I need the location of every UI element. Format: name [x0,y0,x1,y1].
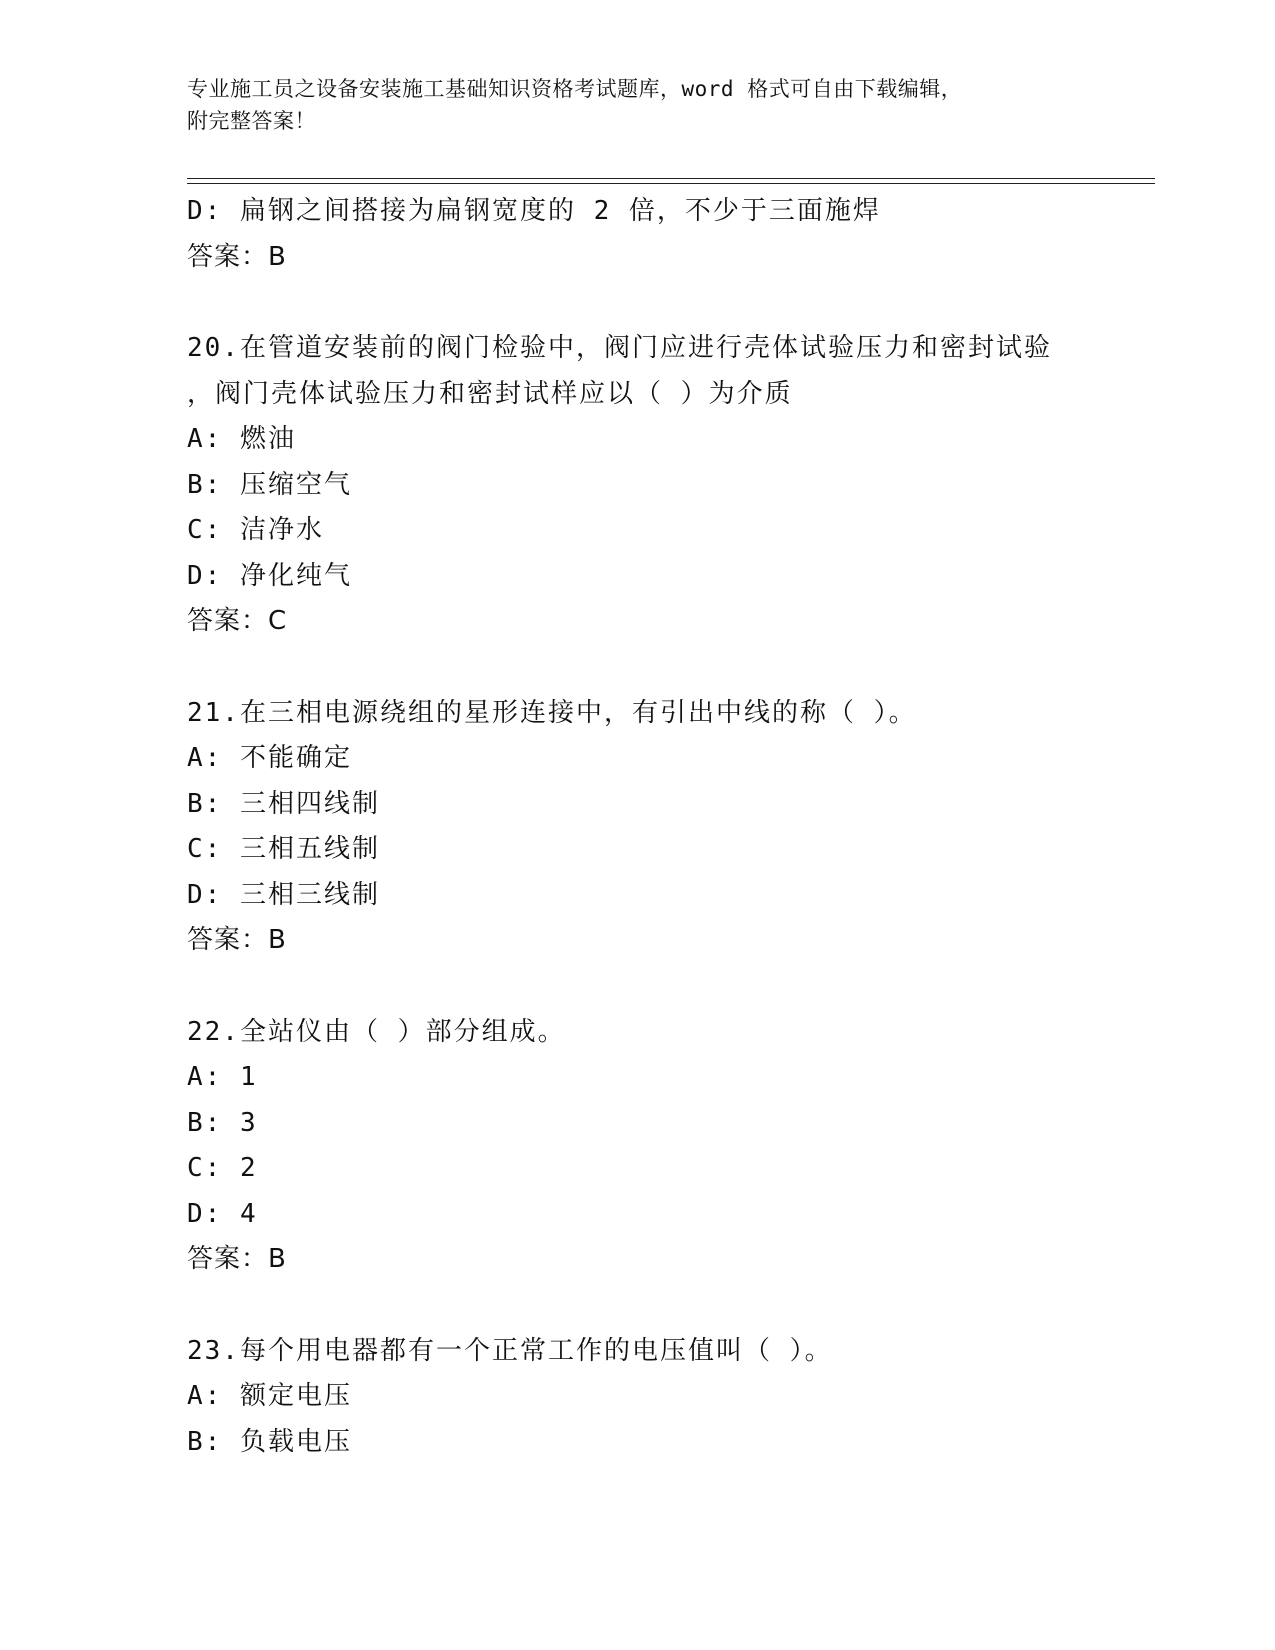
page-header [187,73,1087,137]
question-22 [187,1010,1155,1283]
answer-line: 答案：B [187,925,287,955]
question-stem: 23.每个用电器都有一个正常工作的电压值叫（ ）。 [187,1335,833,1366]
option-a: A: 额定电压 [187,1381,352,1411]
header-line-2: 附完整答案！ [187,109,316,133]
option-d: D: 4 [187,1198,258,1229]
option-b: B: 压缩空气 [187,469,352,500]
question-20 [187,326,1155,645]
header-line-1: 专业施工员之设备安装施工基础知识资格考试题库，word 格式可自由下载编辑， [187,77,963,101]
option-c: C: 2 [187,1153,258,1183]
option-b: B: 3 [187,1107,258,1138]
answer-line: 答案：C [187,606,288,636]
answer-line: 答案：B [187,241,287,272]
option-d: D: 净化纯气 [187,560,352,591]
option-a: A: 不能确定 [187,743,352,773]
question-stem: 21.在三相电源绕组的星形连接中，有引出中线的称（ ）。 [187,697,917,728]
question-content [187,189,1155,1465]
option-a: A: 1 [187,1062,258,1092]
question-21 [187,691,1155,964]
question-23 [187,1329,1155,1466]
option-b: B: 三相四线制 [187,788,380,819]
option-d: D: 三相三线制 [187,879,380,910]
answer-line: 答案：B [187,1244,287,1274]
question-stem-continued: ，阀门壳体试验压力和密封试样应以（ ）为介质 [187,378,793,409]
option-d: D: 扁钢之间搭接为扁钢宽度的 2 倍，不少于三面施焊 [187,196,881,226]
option-c: C: 三相五线制 [187,834,380,864]
option-c: C: 洁净水 [187,515,324,545]
question-stem: 20.在管道安装前的阀门检验中，阀门应进行壳体试验压力和密封试验 [187,333,1052,363]
option-b: B: 负载电压 [187,1426,352,1457]
option-a: A: 燃油 [187,424,296,454]
header-double-rule [187,178,1155,184]
question-stem: 22.全站仪由（ ）部分组成。 [187,1016,566,1047]
